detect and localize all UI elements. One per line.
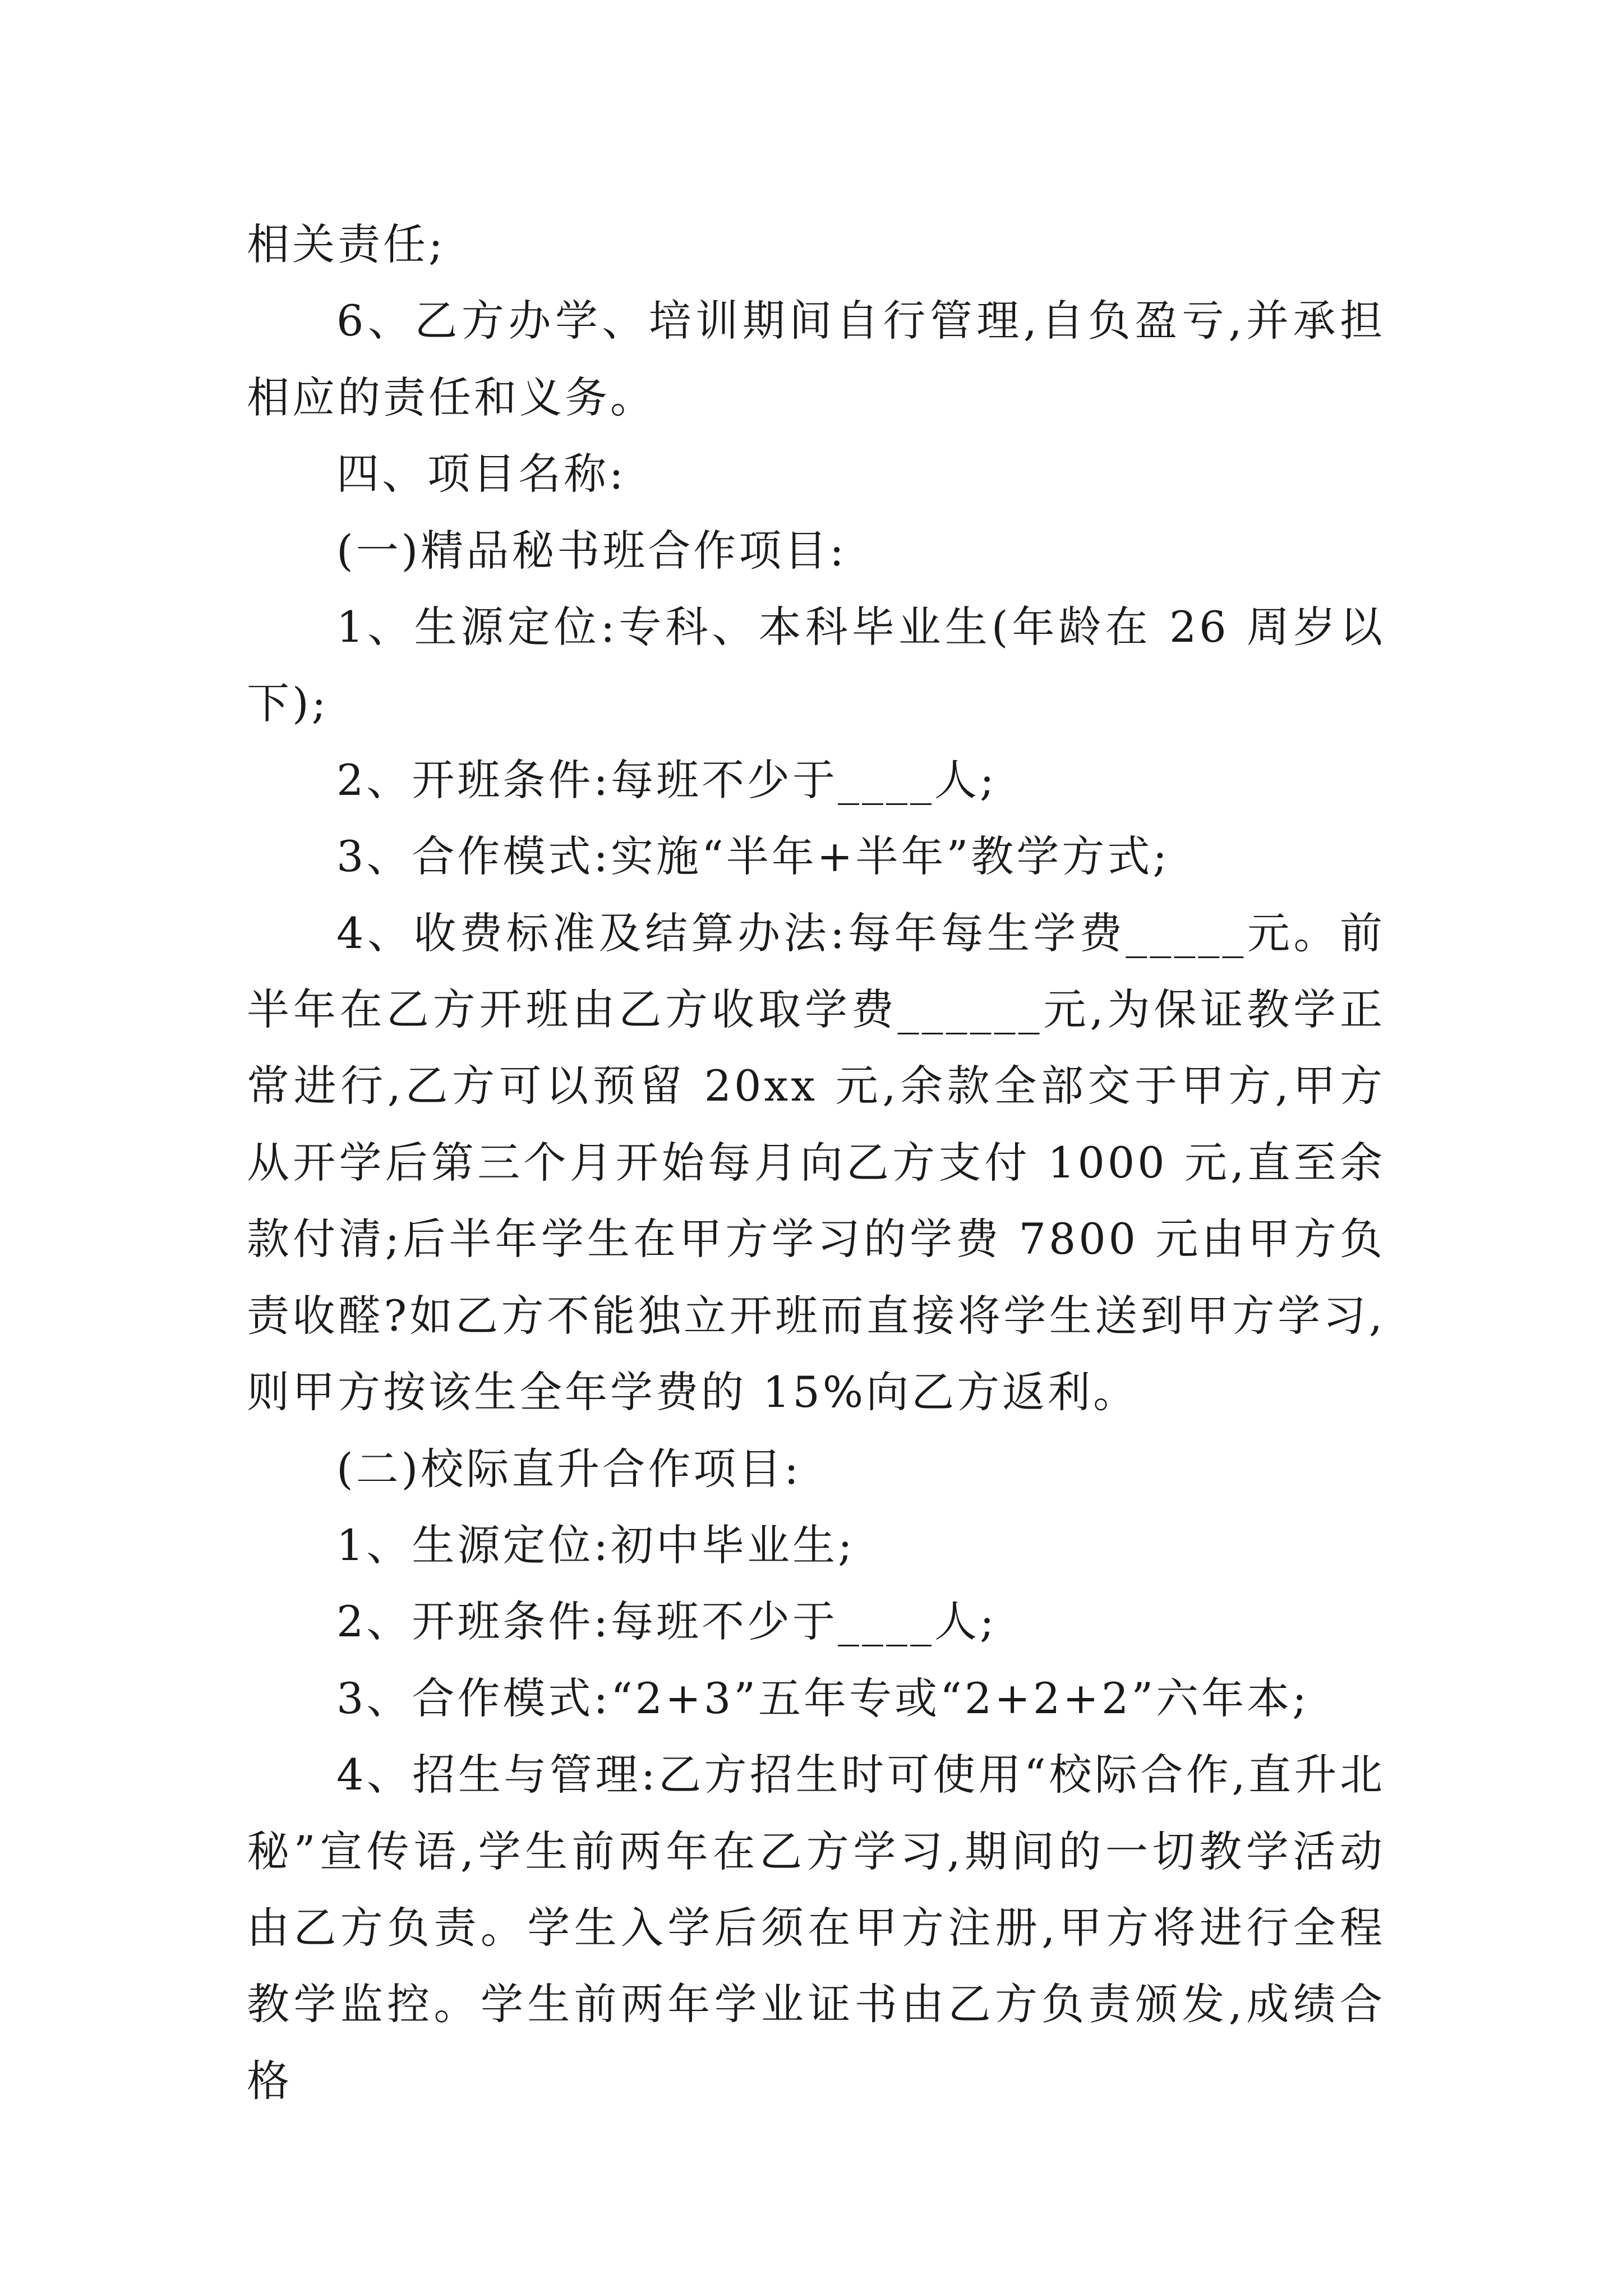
subsection-heading-direct-promotion: (二)校际直升合作项目: xyxy=(336,1443,801,1494)
paragraph-clause-6: 6、乙方办学、培训期间自行管理,自负盈亏,并承担相应的责任和义务。 xyxy=(247,296,1385,422)
paragraph-cooperation-mode-2: 3、合作模式:“2+3”五年专或“2+2+2”六年本; xyxy=(336,1673,1310,1723)
paragraph-class-condition-1: 2、开班条件:每班不少于____人; xyxy=(336,754,997,805)
paragraph-student-source-1: 1、生源定位:专科、本科毕业生(年龄在 26 周岁以下); xyxy=(247,602,1385,729)
paragraph-fees-settlement: 4、收费标准及结算办法:每年每生学费_____元。前半年在乙方开班由乙方收取学费______元,为保证教学正常进行,乙方可以预留 20xx 元,余款全部交于甲方,甲方从开学后第三个月开始每月向乙方支付 1000 元,直至余款付清;后半年学生在甲方学习的学费 7800 元由甲方负责收醛?如乙方不能独立开班而直接将学生送到甲方学习,则甲方按该生全年学费的 15%向乙方返利。 xyxy=(247,908,1385,1418)
paragraph-class-condition-2: 2、开班条件:每班不少于____人; xyxy=(336,1596,997,1647)
document-body xyxy=(247,206,1385,2119)
paragraph-responsibility-end: 相关责任; xyxy=(247,219,446,269)
paragraph-enrollment-management: 4、招生与管理:乙方招生时可使用“校际合作,直升北秘”宣传语,学生前两年在乙方学习,期间的一切教学活动由乙方负责。学生入学后须在甲方注册,甲方将进行全程教学监控。学生前两年学业证书由乙方负责颁发,成绩合格 xyxy=(247,1750,1385,2106)
section-heading-project-name: 四、项目名称: xyxy=(336,449,626,499)
paragraph-student-source-2: 1、生源定位:初中毕业生; xyxy=(336,1520,855,1570)
subsection-heading-secretary-class: (一)精品秘书班合作项目: xyxy=(336,525,847,576)
paragraph-cooperation-mode-1: 3、合作模式:实施“半年+半年”教学方式; xyxy=(336,831,1170,882)
